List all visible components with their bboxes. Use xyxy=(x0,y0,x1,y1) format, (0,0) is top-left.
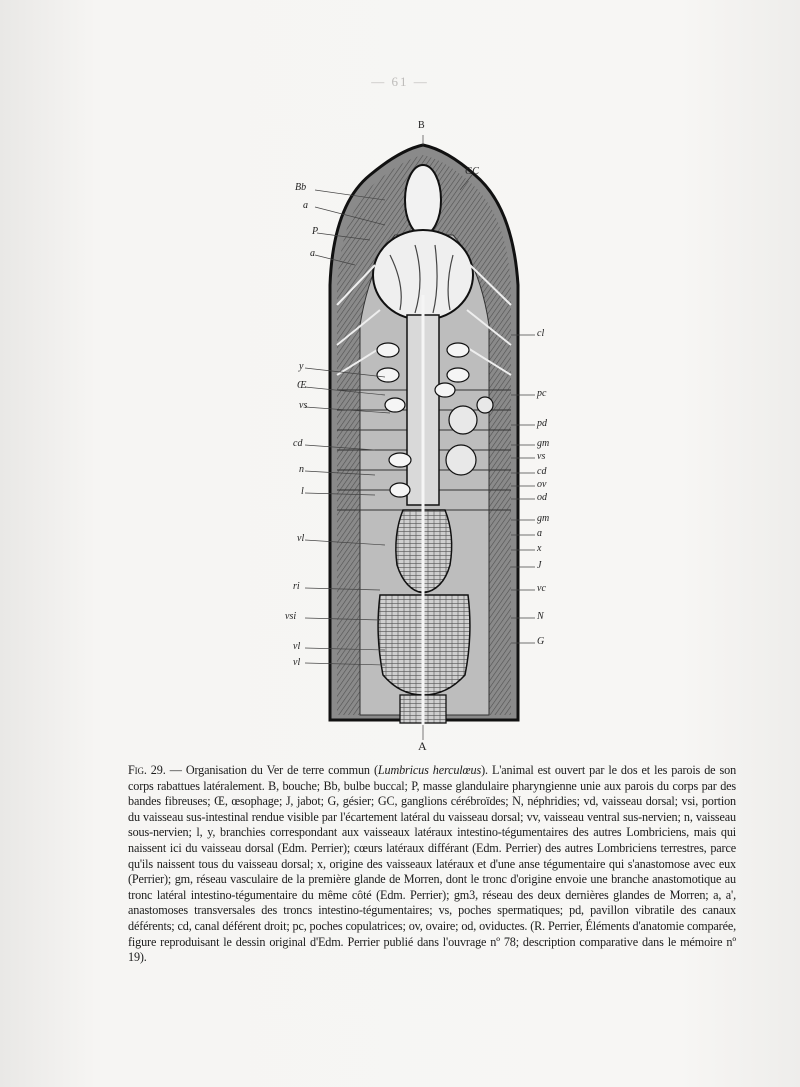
label-right-7: od xyxy=(537,492,547,503)
label-right-8: gm xyxy=(537,513,550,524)
label-left-0: Bb xyxy=(295,182,307,193)
label-right-4: vs xyxy=(537,451,546,462)
label-right-9: ɑ xyxy=(537,528,542,539)
label-left-13: vl xyxy=(293,641,301,652)
page-number: — 61 — xyxy=(371,74,429,89)
label-left-7: cd xyxy=(293,438,303,449)
label-left-14: vl xyxy=(293,657,301,668)
label-right-2: pd xyxy=(537,418,547,429)
label-right-6: ov xyxy=(537,479,547,490)
label-right-11: J xyxy=(537,560,542,571)
label-left-6: vs xyxy=(299,400,308,411)
label-right-14: G xyxy=(537,636,545,647)
label-right-1: pc xyxy=(537,388,547,399)
figure-caption xyxy=(128,763,736,966)
label-right-10: x xyxy=(537,543,542,554)
caption-intro: — Organisation du Ver de terre commun ( xyxy=(165,763,378,777)
label-b: B xyxy=(418,120,425,131)
label-left-4: y xyxy=(299,361,304,372)
label-gc: GC xyxy=(465,166,479,177)
label-left-12: vsi xyxy=(285,611,297,622)
label-left-2: P xyxy=(312,226,319,237)
label-right-5: cd xyxy=(537,466,547,477)
figure-number: Fig. 29. xyxy=(128,763,166,777)
label-left-1: a xyxy=(303,200,308,211)
label-right-3: gm xyxy=(537,438,550,449)
label-right-13: N xyxy=(537,611,544,622)
label-left-8: n xyxy=(299,464,304,475)
figure-illustration xyxy=(275,115,565,765)
label-left-9: l xyxy=(301,486,304,497)
label-left-3: a xyxy=(310,248,315,259)
label-right-12: vc xyxy=(537,583,546,594)
label-left-5: Œ xyxy=(297,380,307,391)
buccal-bulb xyxy=(405,165,441,235)
species-name: Lumbricus herculœus xyxy=(377,763,482,777)
label-right-0: cl xyxy=(537,328,545,339)
caption-body: ). L'animal est ouvert par le dos et les parois de son corps rabattues latéralement. B, bouche; Bb, bulbe buccal; P, masse glandulaire pharyngienne unie aux parois du corps par des bandes fibreuses; Œ, œsophage; J, jabot; G, gésier; GC, ganglions cérébroïdes; N, néphridies; vd, vaisseau dorsal; vsi, portion du vaisseau sus-intestinal rendue visible par l'écartement latéral du vaisseau dorsal; vv, vaisseau ventral sus-nervien; n, vaisseau sous-nervien; l, y, branchies correspondant aux vaisseaux latéraux intestino-tégumentaires des autres Lombriciens, mais qui naissent ici du vaisseau dorsal (Edm. Perrier); cœurs latéraux différant (Edm. Perrier) des autres Lombriciens terrestres, parce qu'ils naissent tous du vaisseau dorsal; x, origine des vaisseaux latéraux et d'une anse tégumentaire qui s'anastomose avec eux (Perrier); gm, réseau vasculaire de la première glande de Morren, dont le tronc d'origine envoie une branche anastomotique au tronc latéral intestino-tégumentaire du même côté (Edm. Perrier); gm3, réseau des deux dernières glandes de Morren; a, a', anastomoses transversales des troncs intestino-tégumentaires; vs, poches spermatiques; pd, pavillon vibratile des canaux déférents; cd, canal déférent droit; pc, poches copulatrices; ov, ovaire; od, oviductes. (R. Perrier, Éléments d'anatomie comparée, figure reproduisant le dessin original d'Edm. Perrier publié dans l'ouvrage nº 78; description comparative dans le mémoire nº 19). xyxy=(128,763,737,965)
label-left-10: vl xyxy=(297,533,305,544)
label-left-11: ri xyxy=(293,581,300,592)
label-bottom-a: A xyxy=(418,739,427,753)
earthworm-anatomy-drawing xyxy=(275,115,565,765)
